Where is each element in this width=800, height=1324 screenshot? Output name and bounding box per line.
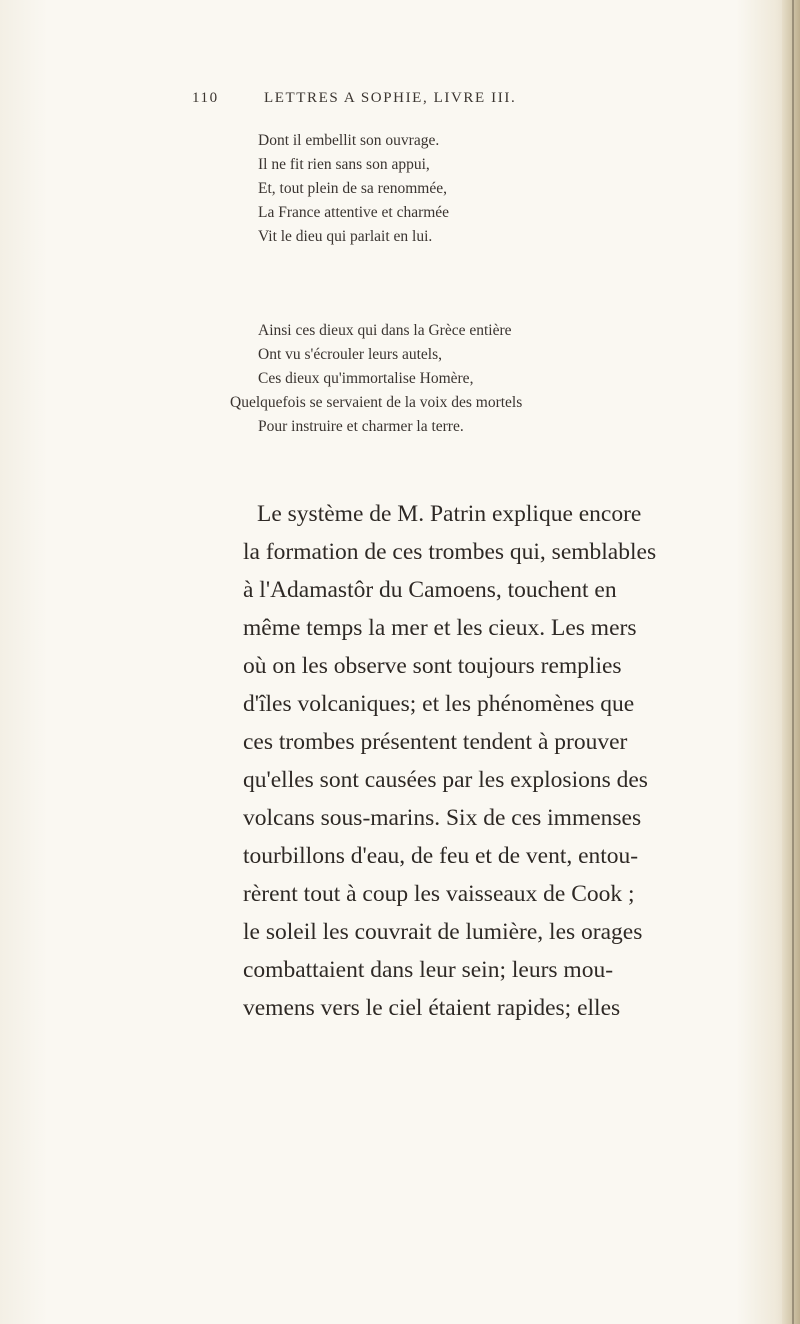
verse-line: Ont vu s'écrouler leurs autels,: [258, 346, 443, 363]
verse-line: Dont il embellit son ouvrage.: [258, 132, 440, 149]
verse-line: Ces dieux qu'immortalise Homère,: [258, 370, 474, 387]
prose-line: d'îles volcaniques; et les phénomènes que: [243, 691, 635, 717]
prose-line: le soleil les couvrait de lumière, les orages: [243, 919, 643, 945]
prose-line: rèrent tout à coup les vaisseaux de Cook ;: [243, 881, 635, 907]
prose-line: vemens vers le ciel étaient rapides; elles: [243, 995, 621, 1021]
page-number: 110: [192, 90, 219, 106]
prose-line: tourbillons d'eau, de feu et de vent, entou-: [243, 843, 639, 869]
verse-line: Pour instruire et charmer la terre.: [258, 418, 464, 435]
running-title: LETTRES A SOPHIE, LIVRE III.: [264, 90, 517, 106]
page-binding-line: [792, 0, 794, 1324]
running-head: [192, 90, 692, 112]
prose-line: ces trombes présentent tendent à prouver: [243, 729, 628, 755]
prose-line: qu'elles sont causées par les explosions des: [243, 767, 648, 793]
prose-line: combattaient dans leur sein; leurs mou-: [243, 957, 614, 983]
prose-line: Le système de M. Patrin explique encore: [257, 501, 642, 527]
verse-line: Vit le dieu qui parlait en lui.: [258, 228, 433, 245]
prose-line: à l'Adamastôr du Camoens, touchent en: [243, 577, 617, 603]
prose-line: volcans sous-marins. Six de ces immenses: [243, 805, 642, 831]
verse-line: Et, tout plein de sa renommée,: [258, 180, 447, 197]
prose-line: où on les observe sont toujours remplies: [243, 653, 622, 679]
verse-line: La France attentive et charmée: [258, 204, 450, 221]
prose-line: la formation de ces trombes qui, semblables: [243, 539, 657, 565]
prose-line: même temps la mer et les cieux. Les mers: [243, 615, 637, 641]
verse-line: Ainsi ces dieux qui dans la Grèce entière: [258, 322, 512, 339]
page-edge-shadow: [782, 0, 800, 1324]
verse-line: Quelquefois se servaient de la voix des mortels: [230, 394, 523, 411]
verse-line: Il ne fit rien sans son appui,: [258, 156, 430, 173]
